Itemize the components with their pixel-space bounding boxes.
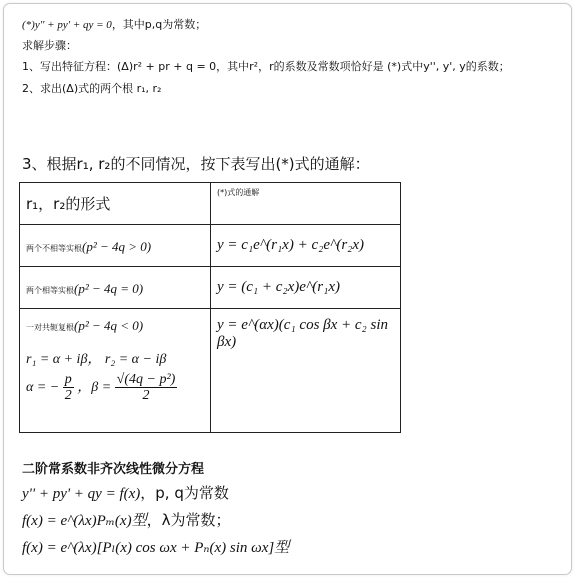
beta-label: ，β = — [77, 380, 112, 396]
row-3-roots: r₁ = α + iβ， r₂ = α − iβ — [26, 352, 167, 367]
row-1-inequality: (p² − 4q > 0) — [82, 239, 152, 254]
row-3-inequality: (p² − 4q < 0) — [74, 318, 144, 333]
alpha-fraction — [63, 372, 74, 404]
alpha-denominator: 2 — [64, 388, 72, 404]
row-3-condition: 一对共轭复根 — [26, 323, 74, 332]
intro-equation: (*)y'' + py' + qy = 0 — [22, 19, 112, 31]
beta-numerator: √(4q − p²) — [116, 372, 176, 387]
row-2-inequality: (p² − 4q = 0) — [74, 281, 144, 296]
section-2-eq-1-text: ，p, q为常数 — [140, 484, 229, 502]
intro-line-1 — [22, 16, 206, 32]
row-2-solution: y = (c₁ + c₂x)e^(r₁x) — [211, 267, 401, 309]
intro-line-1-text: ，其中p,q为常数； — [111, 18, 207, 31]
section-2-eq-2 — [22, 509, 230, 530]
solution-table — [19, 182, 401, 433]
table-header-row — [20, 183, 401, 225]
row-3-alpha-beta — [26, 372, 210, 404]
intro-line-3-text: ，其中r²，r的系数及常数项恰好是 (*)式中y'', y', y的系数； — [216, 60, 510, 73]
section-2-eq-2-text: ，λ为常数； — [146, 511, 231, 529]
beta-denominator: 2 — [142, 388, 150, 404]
intro-line-2: 求解步骤： — [22, 39, 77, 52]
row-2-condition: 两个相等实根 — [26, 286, 74, 295]
step-3-heading: 3、根据r₁, r₂的不同情况，按下表写出(*)式的通解： — [22, 155, 370, 173]
nonhomogeneous-equation: y'' + py' + qy = f(x) — [22, 486, 141, 502]
forcing-form-1: f(x) = e^(λx)Pₘ(x)型 — [22, 513, 147, 529]
alpha-numerator: p — [64, 372, 72, 387]
intro-line-3 — [22, 58, 510, 74]
beta-fraction — [115, 372, 178, 404]
row-3-solution: y = e^(αx)(c₁ cos βx + c₂ sin βx) — [211, 309, 401, 433]
row-1-condition: 两个不相等实根 — [26, 244, 82, 253]
header-root-form: r₁，r₂的形式 — [20, 183, 211, 225]
intro-line-4: 2、求出(Δ)式的两个根 r₁, r₂ — [22, 82, 162, 95]
header-general-solution: (*)式的通解 — [211, 183, 401, 225]
section-2-eq-1 — [22, 482, 229, 503]
table-row — [20, 267, 401, 309]
characteristic-equation: 1、写出特征方程：(Δ)r² + pr + q = 0 — [22, 60, 217, 73]
section-2-title: 二阶常系数非齐次线性微分方程 — [22, 462, 205, 477]
table-row — [20, 225, 401, 267]
forcing-form-2: f(x) = e^(λx)[Pₗ(x) cos ωx + Pₙ(x) sin ωx]型 — [22, 540, 290, 556]
table-row — [20, 309, 401, 433]
alpha-label: α = − — [26, 380, 60, 396]
row-1-solution: y = c₁e^(r₁x) + c₂e^(r₂x) — [211, 225, 401, 267]
